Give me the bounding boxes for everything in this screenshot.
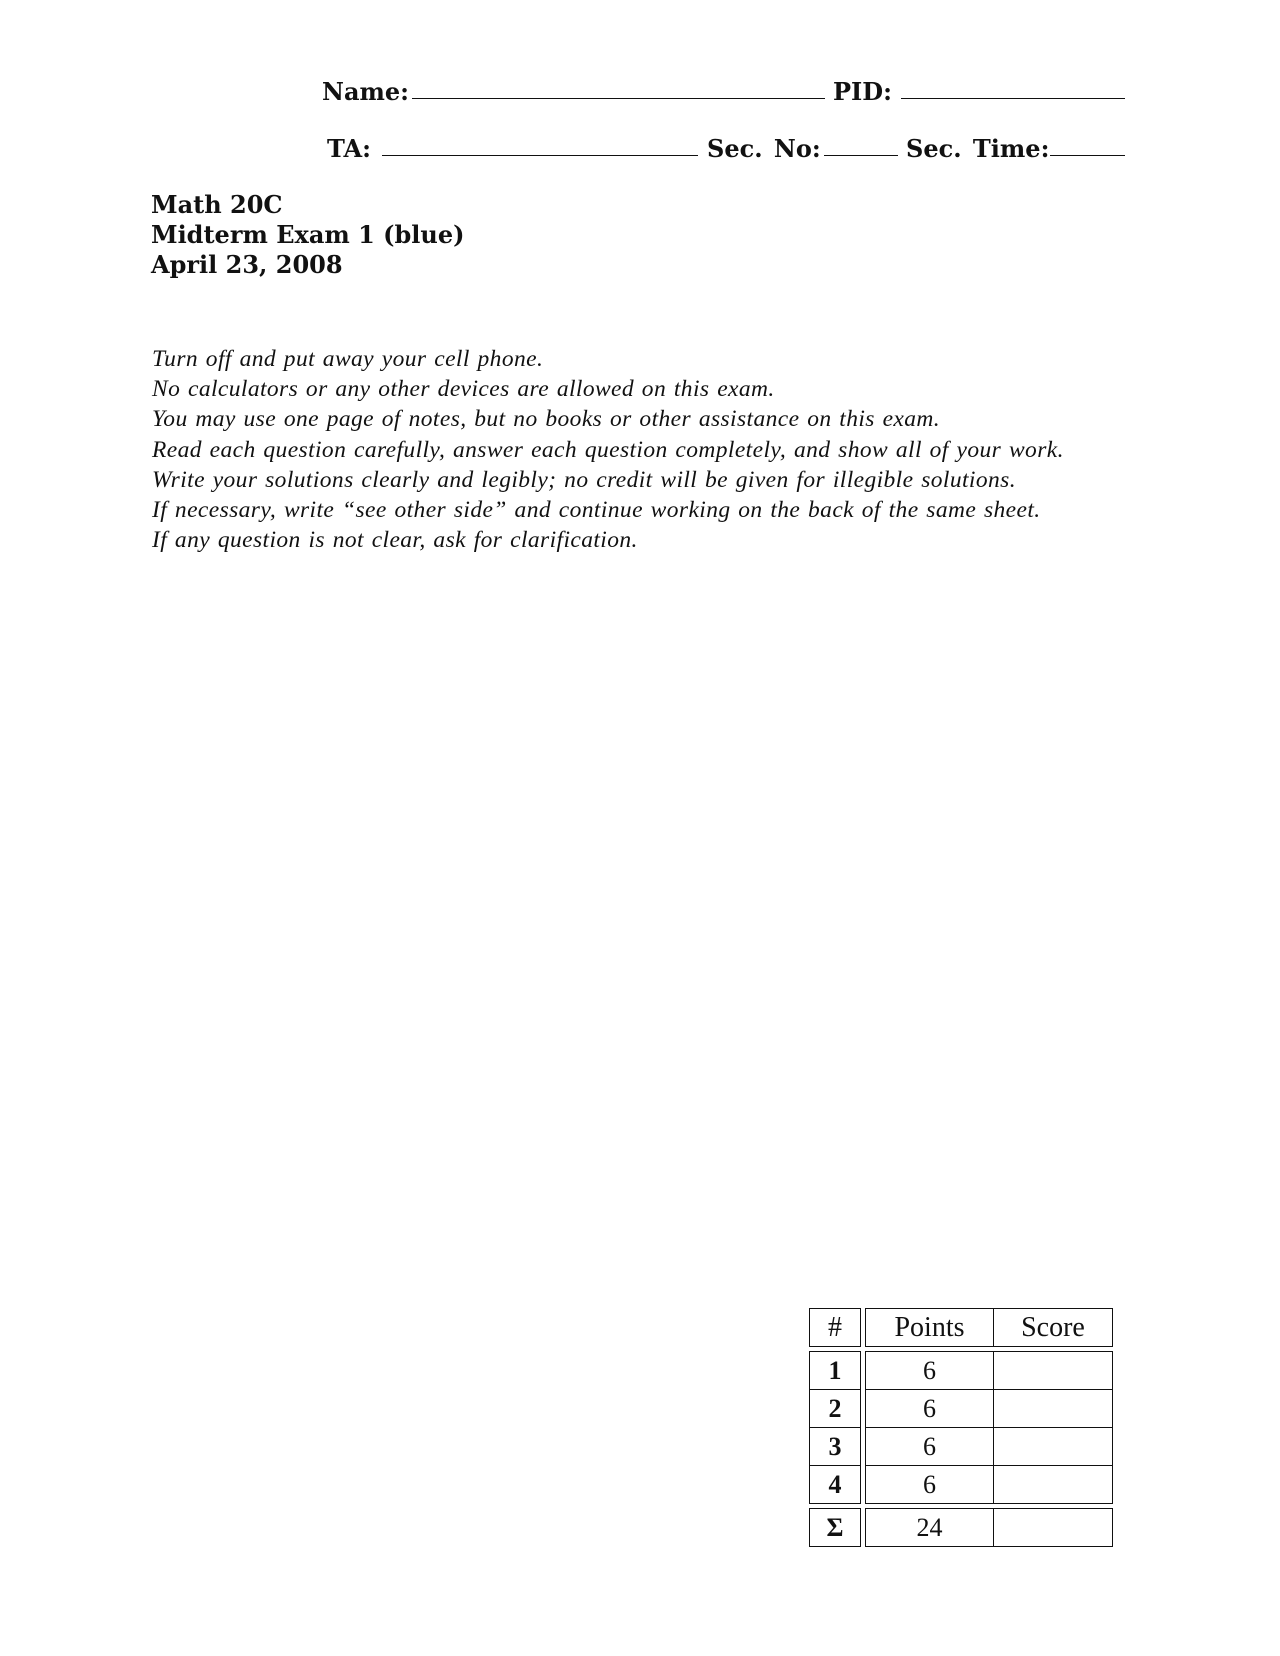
pid-field[interactable] bbox=[901, 98, 1125, 99]
instruction-item: No calculators or any other devices are allowed on this exam. bbox=[152, 376, 775, 403]
table-header-number: # bbox=[809, 1308, 861, 1347]
ta-field[interactable] bbox=[382, 155, 698, 156]
ta-label: TA: bbox=[327, 134, 372, 163]
instruction-item: Turn off and put away your cell phone. bbox=[152, 346, 544, 372]
exam-title: Midterm Exam 1 (blue) bbox=[151, 220, 465, 249]
pid-label: PID: bbox=[833, 77, 892, 106]
table-row-score[interactable] bbox=[993, 1389, 1113, 1428]
table-header-points: Points bbox=[865, 1308, 994, 1347]
table-row-score[interactable] bbox=[993, 1427, 1113, 1466]
sec-no-field[interactable] bbox=[824, 155, 898, 156]
instruction-item: You may use one page of notes, but no books or other assistance on this exam. bbox=[152, 406, 941, 433]
table-total-symbol: Σ bbox=[809, 1508, 861, 1547]
table-row-number: 1 bbox=[809, 1351, 861, 1390]
table-row-points: 6 bbox=[865, 1465, 994, 1504]
table-row-score[interactable] bbox=[993, 1351, 1113, 1390]
instruction-item: If any question is not clear, ask for clarification. bbox=[152, 527, 638, 554]
instruction-item: Write your solutions clearly and legibly; no credit will be given for illegible solutions. bbox=[152, 466, 1016, 493]
sec-time-label: Sec. Time: bbox=[906, 134, 1050, 163]
instructions-list bbox=[152, 344, 1064, 555]
table-row-number: 2 bbox=[809, 1389, 861, 1428]
name-label: Name: bbox=[322, 77, 410, 106]
table-row-points: 6 bbox=[865, 1389, 994, 1428]
table-total-score[interactable] bbox=[993, 1508, 1113, 1547]
sec-time-field[interactable] bbox=[1050, 155, 1125, 156]
instruction-item: If necessary, write “see other side” and continue working on the back of the same sheet. bbox=[152, 497, 1041, 524]
table-header-score: Score bbox=[993, 1308, 1113, 1347]
name-field[interactable] bbox=[412, 98, 825, 99]
sec-no-label: Sec. No: bbox=[707, 134, 821, 163]
table-row-number: 3 bbox=[809, 1427, 861, 1466]
course-info bbox=[151, 190, 465, 280]
instruction-item: Read each question carefully, answer each question completely, and show all of your work. bbox=[152, 436, 1064, 463]
table-total-points: 24 bbox=[865, 1508, 994, 1547]
table-row-points: 6 bbox=[865, 1351, 994, 1390]
course-title: Math 20C bbox=[151, 190, 283, 219]
table-row-number: 4 bbox=[809, 1465, 861, 1504]
exam-date: April 23, 2008 bbox=[151, 250, 343, 279]
table-row-points: 6 bbox=[865, 1427, 994, 1466]
table-row-score[interactable] bbox=[993, 1465, 1113, 1504]
score-table bbox=[809, 1308, 1126, 1548]
